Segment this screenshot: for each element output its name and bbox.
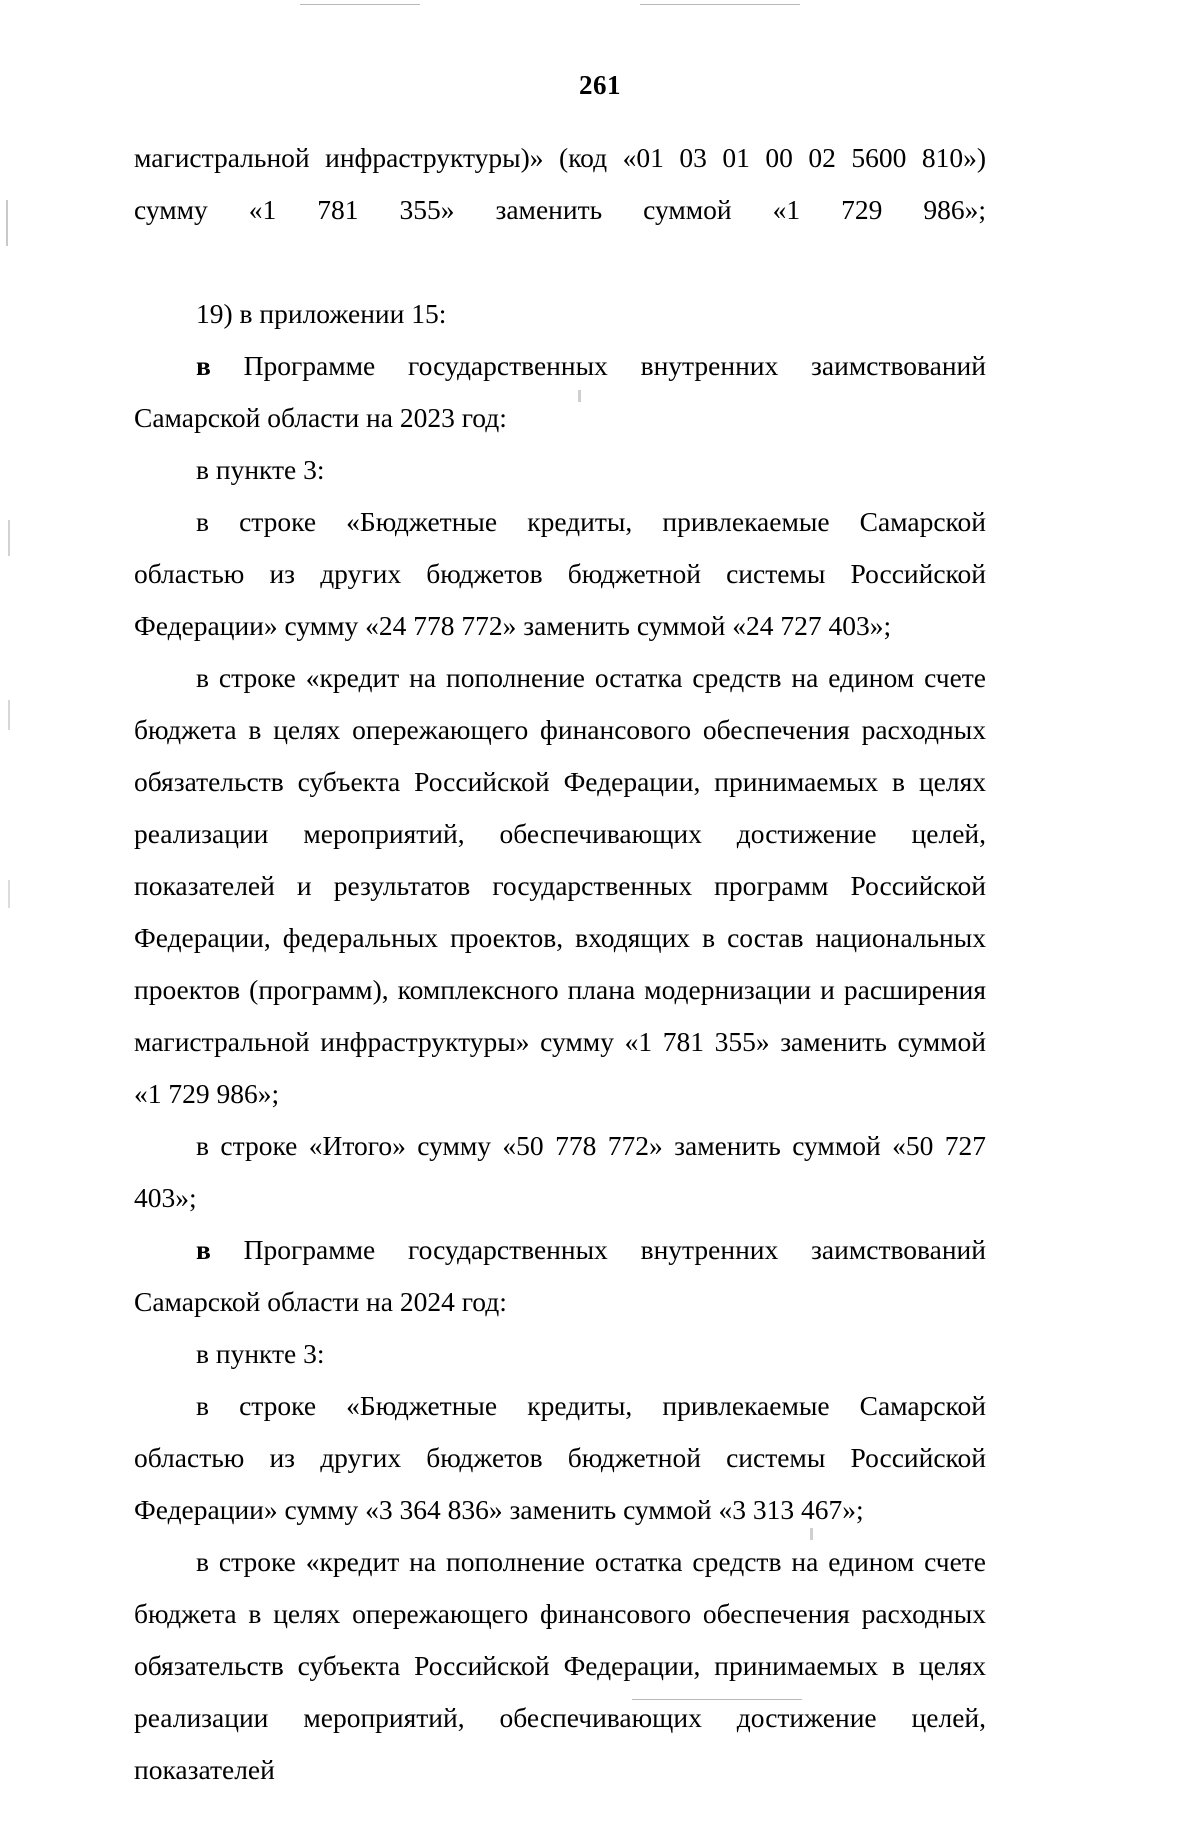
paragraph-11: в строке «кредит на пополнение остатка средств на едином счете бюджета в целях опережающего финансового обеспечения расходных обязательств субъекта Российской Федерации, принимаемых в целях реализации мероприятий, обеспечивающих достижение целей, показателей [134, 1546, 986, 1785]
scan-artifact-left-3 [8, 700, 10, 730]
crop-mark-top-secondary [300, 4, 420, 5]
paragraph-6: в строке «кредит на пополнение остатка средств на едином счете бюджета в целях опережающего финансового обеспечения расходных обязательств субъекта Российской Федерации, принимаемых в целях реализации мероприятий, обеспечивающих достижение целей, показателей и результатов государственных программ Российской Федерации, федеральных проектов, входящих в состав национальных проектов (программ), комплексного плана модернизации и расширения магистральной инфраструктуры» сумму «1 781 355» заменить суммой «1 729 986»; [134, 662, 986, 1109]
document-body [134, 132, 986, 1848]
paragraph-8-text: Программе государственных внутренних заимствований Самарской области на 2024 год: [134, 1234, 986, 1317]
paragraph-3-text: Программе государственных внутренних заимствований Самарской области на 2023 год: [134, 350, 986, 433]
paragraph-2: 19) в приложении 15: [196, 298, 447, 329]
paragraph-8-lead: в [196, 1234, 211, 1265]
paragraph-1: магистральной инфраструктуры)» (код «01 03 01 00 02 5600 810») сумму «1 781 355» заменить суммой «1 729 986»; [134, 142, 986, 225]
scan-artifact-left-4 [8, 880, 10, 908]
scan-artifact-left-1 [6, 200, 8, 246]
paragraph-9: в пункте 3: [196, 1338, 325, 1369]
page-number: 261 [579, 70, 621, 100]
scan-artifact-left-2 [8, 520, 10, 556]
paragraph-7: в строке «Итого» сумму «50 778 772» заменить суммой «50 727 403»; [134, 1130, 986, 1213]
paragraph-5: в строке «Бюджетные кредиты, привлекаемые Самарской областью из других бюджетов бюджетной системы Российской Федерации» сумму «24 778 772» заменить суммой «24 727 403»; [134, 506, 986, 641]
crop-mark-top [640, 4, 800, 5]
paragraph-4: в пункте 3: [196, 454, 325, 485]
paragraph-3 [134, 340, 986, 444]
paragraph-3-lead: в [196, 350, 211, 381]
paragraph-8 [134, 1224, 986, 1328]
paragraph-10: в строке «Бюджетные кредиты, привлекаемые Самарской областью из других бюджетов бюджетной системы Российской Федерации» сумму «3 364 836» заменить суммой «3 313 467»; [134, 1390, 986, 1525]
